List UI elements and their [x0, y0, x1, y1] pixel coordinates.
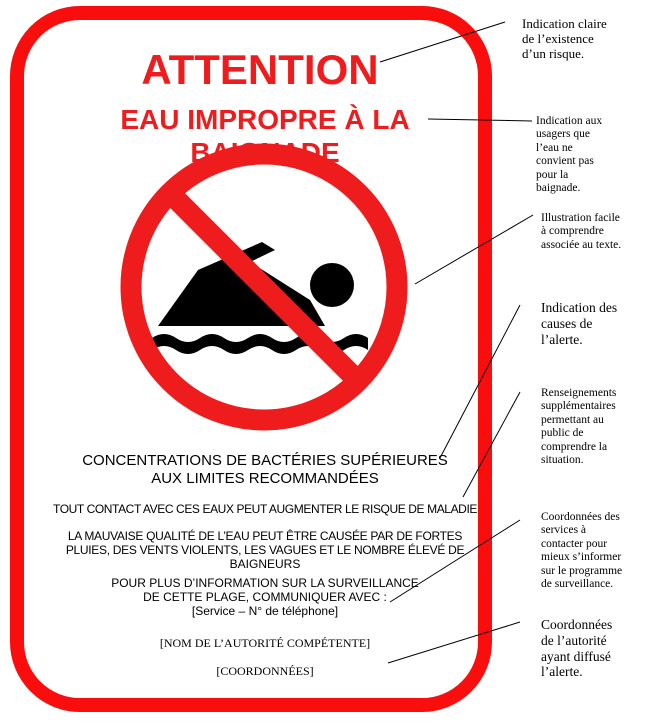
annotation-causes: Indication des causes de l’alerte. [541, 300, 618, 347]
leader-line [415, 215, 533, 284]
sign-subtitle-line1: EAU IMPROPRE À LA [120, 104, 410, 135]
no-swimming-icon [131, 154, 397, 420]
annotation-risk: Indication claire de l’existence d’un risque. [522, 16, 607, 62]
cause-line2: AUX LIMITES RECOMMANDÉES [151, 470, 379, 487]
annotation-info: Renseignements supplémentaires permettant au public de comprendre la situation. [541, 387, 617, 467]
annotation-authority: Coordonnées de l’autorité ayant diffusé l’alerte. [541, 617, 613, 680]
authority-text: [NOM DE L’AUTORITÉ COMPÉTENTE] [159, 636, 371, 650]
contact-text: [COORDONNÉES] [216, 664, 314, 678]
quality-line2: PLUIES, DES VENTS VIOLENTS, LES VAGUES ET LE NOMBRE ÉLEVÉ DE [65, 543, 465, 557]
annotation-unsuitable: Indication aux usagers que l’eau ne convient pas pour la baignade. [536, 115, 603, 195]
risk-text: TOUT CONTACT AVEC CES EAUX PEUT AUGMENTER LE RISQUE DE MALADIE [53, 502, 477, 516]
leader-line [440, 305, 520, 458]
cause-line1: CONCENTRATIONS DE BACTÉRIES SUPÉRIEURES [82, 452, 448, 469]
info-line2: DE CETTE PLAGE, COMMUNIQUER AVEC : [143, 590, 387, 604]
annotation-illustration: Illustration facile à comprendre associée au texte. [541, 212, 622, 251]
leader-line [428, 119, 532, 121]
leader-line [380, 22, 505, 62]
sign-title: ATTENTION [141, 46, 379, 93]
quality-line1: LA MAUVAISE QUALITÉ DE L’EAU PEUT ÊTRE CAUSÉE PAR DE FORTES [67, 529, 463, 543]
swimmer-head [310, 263, 354, 307]
quality-line3: BAIGNEURS [229, 557, 301, 571]
annotation-services: Coordonnées des services à contacter pour mieux s’informer sur le programme de surveillance. [541, 511, 623, 591]
info-line1: POUR PLUS D’INFORMATION SUR LA SURVEILLANCE [111, 576, 419, 590]
sign-subtitle-line2: BAIGNADE [190, 137, 340, 168]
service-text: [Service – N° de téléphone] [191, 604, 339, 618]
